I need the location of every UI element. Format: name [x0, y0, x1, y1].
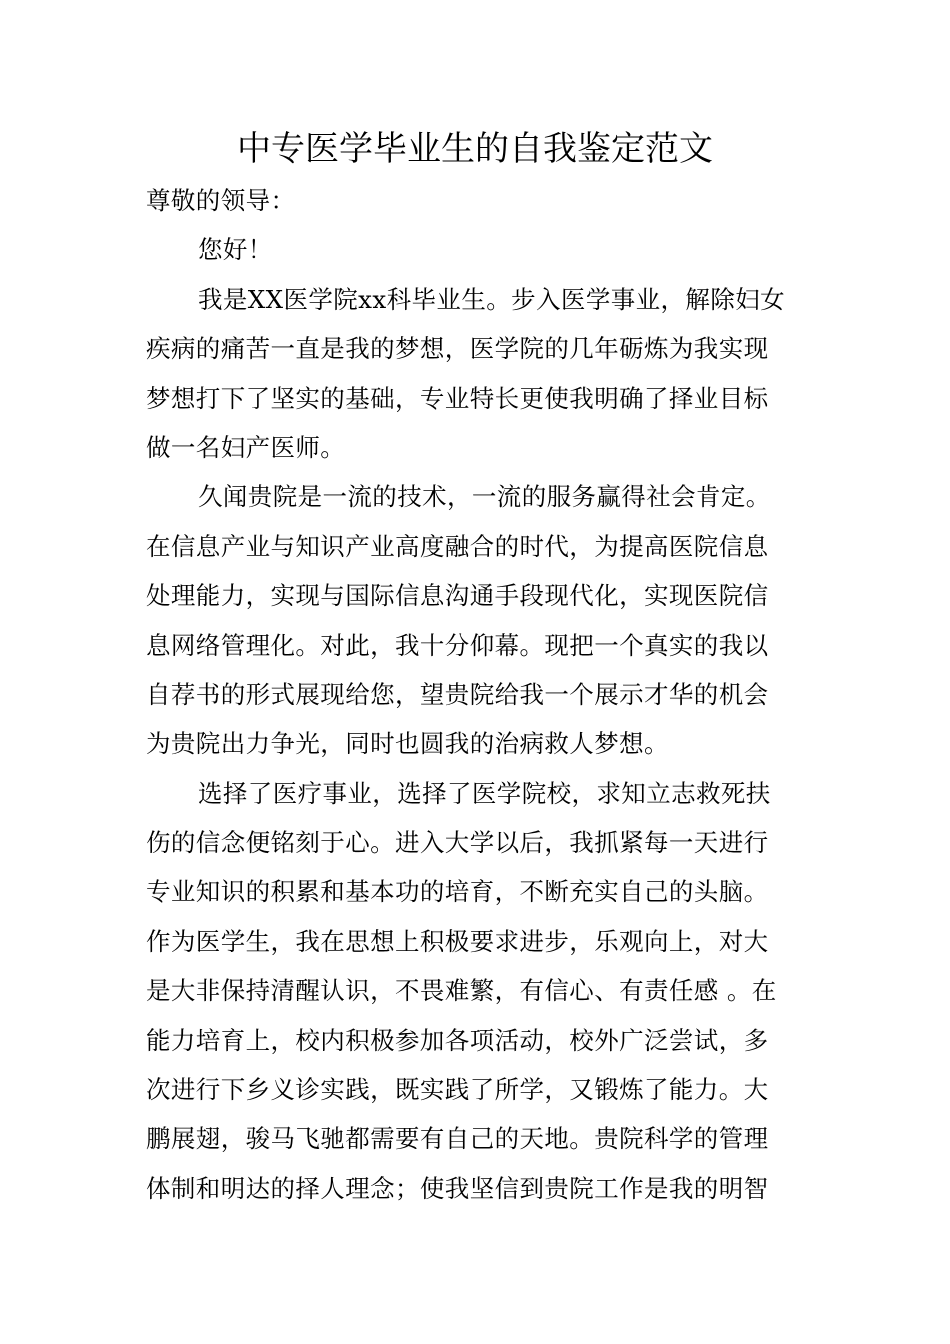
document-title: 中专医学毕业生的自我鉴定范文: [237, 129, 713, 169]
paragraph-line: 疾病的痛苦一直是我的梦想，医学院的几年砺炼为我实现: [146, 334, 769, 364]
paragraph-line: 能力培育上，校内积极参加各项活动，校外广泛尝试，多: [146, 1025, 769, 1055]
paragraph-line: 做一名妇产医师。: [146, 432, 346, 462]
paragraph-line: 为贵院出力争光，同时也圆我的治病救人梦想。: [146, 729, 669, 759]
paragraph-line: 体制和明达的择人理念；使我坚信到贵院工作是我的明智: [146, 1173, 769, 1203]
paragraph-line: 处理能力，实现与国际信息沟通手段现代化，实现医院信: [146, 581, 769, 611]
salutation-line: 尊敬的领导：: [146, 186, 296, 215]
paragraph-line: 选择了医疗事业，选择了医学院校，求知立志救死扶: [198, 778, 771, 808]
paragraph-line: 我是XX医学院xx科毕业生。步入医学事业，解除妇女: [198, 284, 786, 314]
paragraph-line: 伤的信念便铭刻于心。进入大学以后，我抓紧每一天进行: [146, 828, 769, 858]
paragraph-line: 在信息产业与知识产业高度融合的时代，为提高医院信息: [146, 531, 769, 561]
paragraph-line: 鹏展翅，骏马飞驰都需要有自己的天地。贵院科学的管理: [146, 1124, 769, 1154]
paragraph-line: 梦想打下了坚实的基础，专业特长更使我明确了择业目标: [146, 383, 769, 413]
paragraph-line: 次进行下乡义诊实践，既实践了所学，又锻炼了能力。大: [146, 1075, 769, 1105]
paragraph-line: 息网络管理化。对此，我十分仰幕。现把一个真实的我以: [146, 630, 769, 660]
document-body: [146, 176, 806, 1213]
greeting-line: 您好！: [198, 235, 273, 265]
paragraph-line: 久闻贵院是一流的技术，一流的服务赢得社会肯定。: [198, 482, 771, 512]
paragraph-line: 是大非保持清醒认识，不畏难繁，有信心、有责任感 。在: [146, 976, 777, 1006]
paragraph-line: 专业知识的积累和基本功的培育，不断充实自己的头脑。: [146, 877, 769, 907]
paragraph-line: 作为医学生，我在思想上积极要求进步，乐观向上，对大: [146, 926, 769, 956]
paragraph-line: 自荐书的形式展现给您，望贵院给我一个展示才华的机会: [146, 679, 769, 709]
